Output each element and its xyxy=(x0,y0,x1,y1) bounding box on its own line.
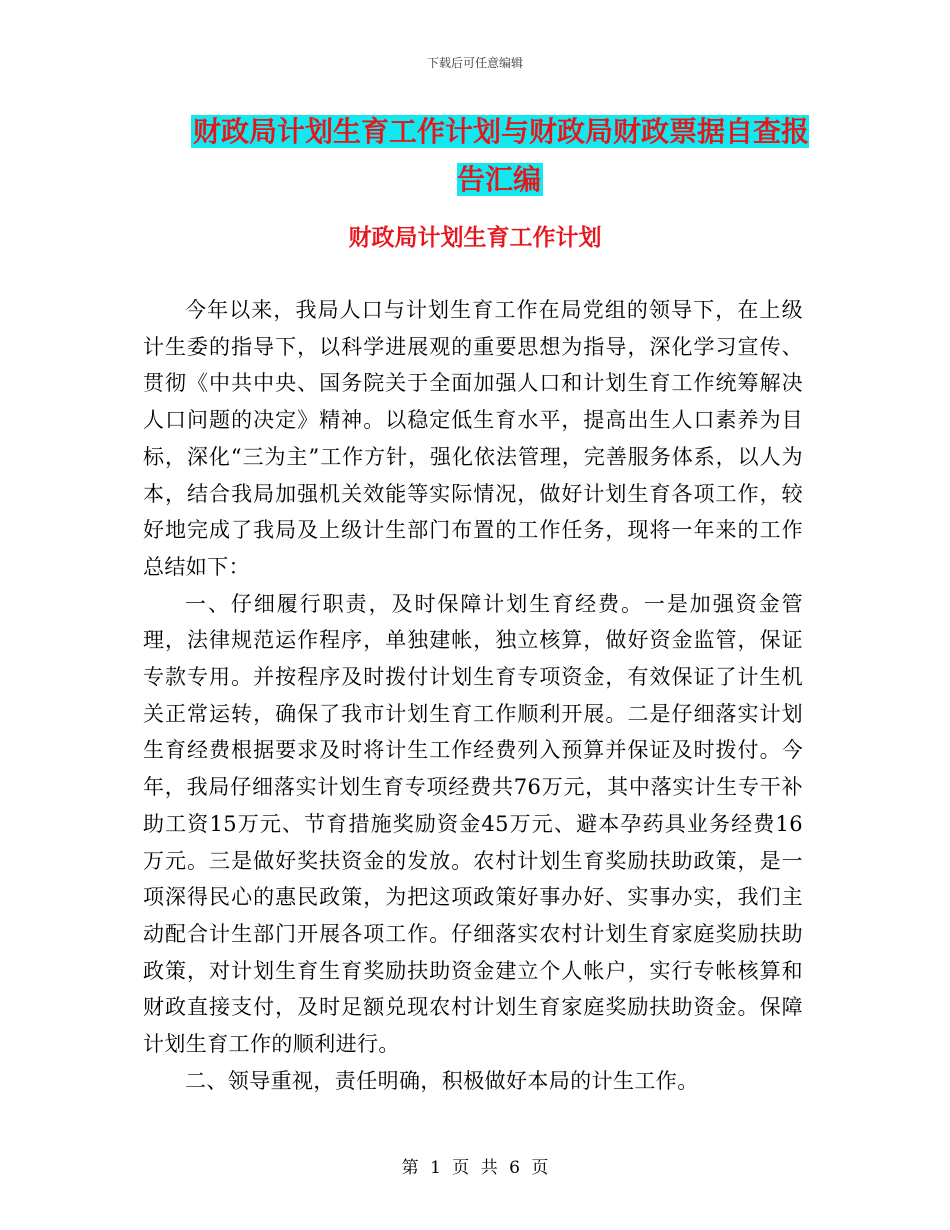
document-title xyxy=(190,108,810,204)
paragraph: 一、仔细履行职责，及时保障计划生育经费。一是加强资金管理，法律规范运作程序，单独建帐，独立核算，做好资金监管，保证专款专用。并按程序及时拨付计划生育专项资金，有效保证了计生机关正常运转，确保了我市计划生育工作顺利开展。二是仔细落实计划生育经费根据要求及时将计生工作经费列入预算并保证及时拨付。今年，我局仔细落实计划生育专项经费共76万元，其中落实计生专干补助工资15万元、节育措施奖励资金45万元、避本孕药具业务经费16万元。三是做好奖扶资金的发放。农村计划生育奖励扶助政策，是一项深得民心的惠民政策，为把这项政策好事办好、实事办实，我们主动配合计生部门开展各项工作。仔细落实农村计划生育家庭奖励扶助政策，对计划生育生育奖励扶助资金建立个人帐户，实行专帐核算和财政直接支付，及时足额兑现农村计划生育家庭奖励扶助资金。保障计划生育工作的顺利进行。 xyxy=(143,591,803,1057)
body-text xyxy=(143,292,803,1099)
paragraph: 今年以来，我局人口与计划生育工作在局党组的领导下，在上级计生委的指导下，以科学进展观的重要思想为指导，深化学习宣传、贯彻《中共中央、国务院关于全面加强人口和计划生育工作统筹解决人口问题的决定》精神。以稳定低生育水平，提高出生人口素养为目标，深化“三为主”工作方针，强化依法管理，完善服务体系，以人为本，结合我局加强机关效能等实际情况，做好计划生育各项工作，较好地完成了我局及上级计生部门布置的工作任务，现将一年来的工作总结如下： xyxy=(143,298,803,579)
header-note: 下载后可任意编辑 xyxy=(426,56,523,70)
page-footer: 第 1 页 共 6 页 xyxy=(401,1158,549,1178)
document-title-text: 财政局计划生育工作计划与财政局财政票据自查报告汇编 xyxy=(192,115,809,196)
paragraph: 二、领导重视，责任明确，积极做好本局的计生工作。 xyxy=(185,1068,699,1093)
section-title: 财政局计划生育工作计划 xyxy=(348,224,602,251)
